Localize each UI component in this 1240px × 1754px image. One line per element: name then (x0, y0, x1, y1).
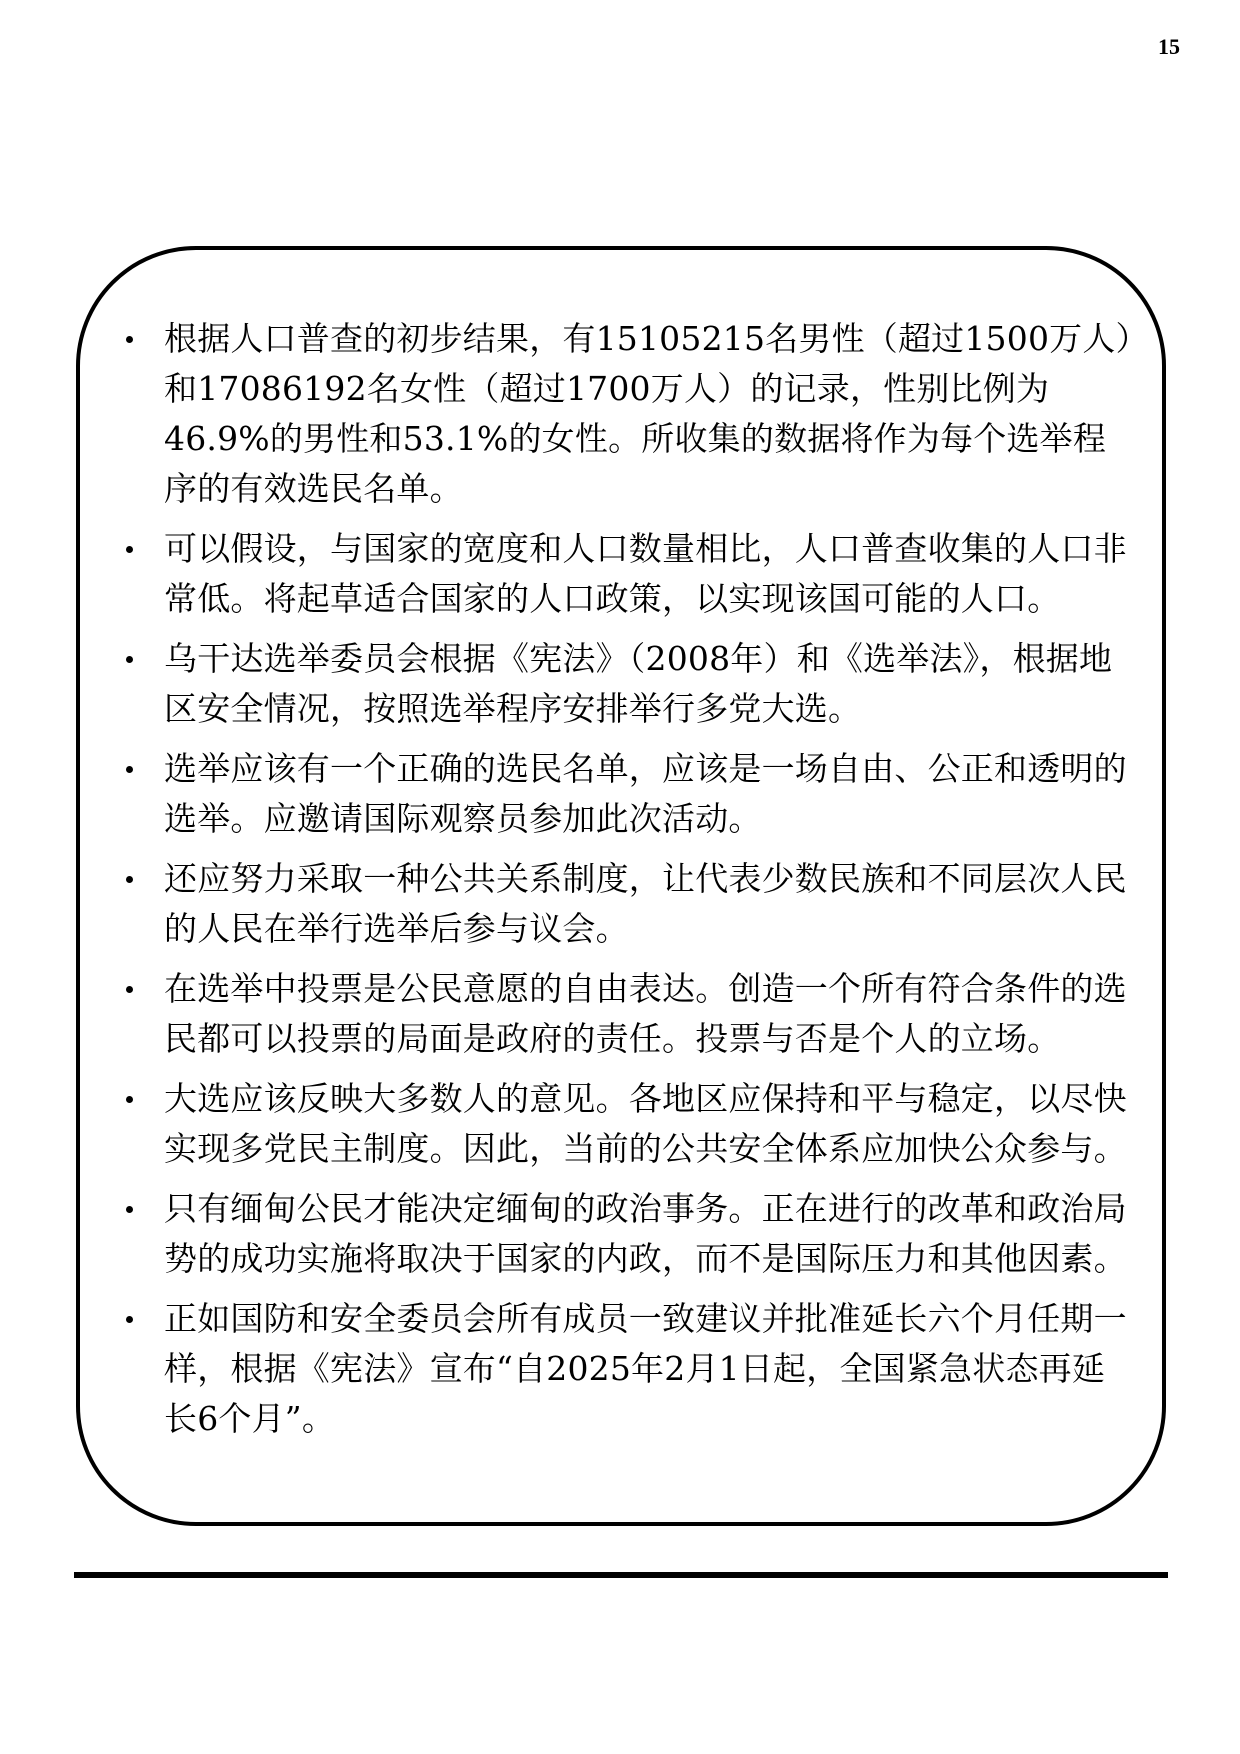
list-item-text: 大选应该反映大多数人的意见。各地区应保持和平与稳定，以尽快实现多党民主制度。因此，当前的公共安全体系应加快公众参与。 (164, 1079, 1127, 1168)
list-item (126, 1074, 1136, 1174)
list-item-text: 根据人口普查的初步结果，有15105215名男性（超过1500万人）和17086192名女性（超过1700万人）的记录，性别比例为46.9%的男性和53.1%的女性。所收集的数据将作为每个选举程序的有效选民名单。 (164, 319, 1133, 508)
bullet-icon (126, 336, 133, 343)
bullet-icon (126, 766, 133, 773)
bullet-icon (126, 656, 133, 663)
list-item (126, 964, 1136, 1064)
list-item-text: 还应努力采取一种公共关系制度，让代表少数民族和不同层次人民的人民在举行选举后参与议会。 (164, 859, 1127, 948)
list-item (126, 744, 1136, 844)
list-item-text: 可以假设，与国家的宽度和人口数量相比，人口普查收集的人口非常低。将起草适合国家的人口政策，以实现该国可能的人口。 (164, 529, 1127, 618)
page-number: 15 (1158, 34, 1180, 59)
list-item (126, 1294, 1136, 1444)
list-item (126, 524, 1136, 624)
list-item-text: 在选举中投票是公民意愿的自由表达。创造一个所有符合条件的选民都可以投票的局面是政府的责任。投票与否是个人的立场。 (164, 969, 1127, 1058)
list-item (126, 854, 1136, 954)
list-item-text: 只有缅甸公民才能决定缅甸的政治事务。正在进行的改革和政治局势的成功实施将取决于国家的内政，而不是国际压力和其他因素。 (164, 1189, 1127, 1278)
list-item-text: 乌干达选举委员会根据《宪法》（2008年）和《选举法》，根据地区安全情况，按照选举程序安排举行多党大选。 (164, 639, 1113, 728)
bullet-icon (126, 1206, 133, 1213)
list-item-text: 正如国防和安全委员会所有成员一致建议并批准延长六个月任期一样，根据《宪法》宣布“自2025年2月1日起，全国紧急状态再延长6个月”。 (164, 1299, 1127, 1438)
bullet-icon (126, 1316, 133, 1323)
bullet-icon (126, 1096, 133, 1103)
bullet-icon (126, 876, 133, 883)
bullet-list (126, 314, 1136, 1454)
list-item (126, 1184, 1136, 1284)
bullet-icon (126, 546, 133, 553)
list-item (126, 314, 1136, 514)
list-item-text: 选举应该有一个正确的选民名单，应该是一场自由、公正和透明的选举。应邀请国际观察员参加此次活动。 (164, 749, 1127, 838)
bullet-icon (126, 986, 133, 993)
bottom-divider (74, 1572, 1168, 1578)
list-item (126, 634, 1136, 734)
